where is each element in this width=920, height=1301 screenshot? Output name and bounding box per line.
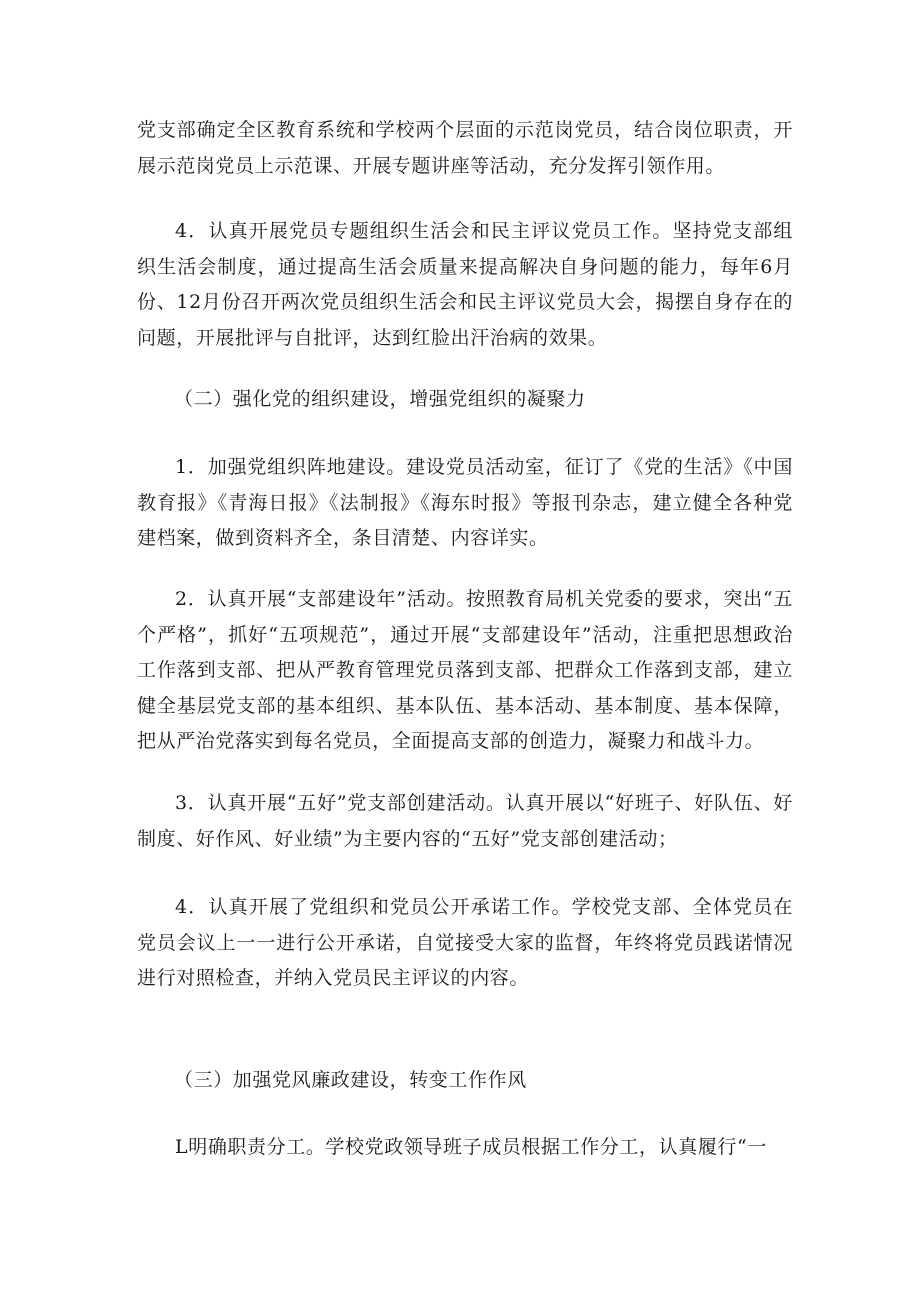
paragraph-item-3-five-good-branch: 3．认真开展“五好”党支部创建活动。认真开展以“好班子、好队伍、好制度、好作风、好业绩”为主要内容的“五好”党支部创建活动；	[137, 792, 793, 850]
section-heading-3: （三）加强党风廉政建设，转变工作作风	[174, 1069, 527, 1091]
paragraph-item-responsibility-division: L明确职责分工。学校党政领导班子成员根据工作分工，认真履行“一	[175, 1136, 767, 1158]
paragraph-item-4-organizational-life: 4．认真开展党员专题组织生活会和民主评议党员工作。坚持党支部组织生活会制度，通过提高生活会质量来提高解决自身问题的能力，每年6月份、12月份召开两次党员组织生活会和民主评议党员大会，揭摆自身存在的问题，开展批评与自批评，达到红脸出汗治病的效果。	[137, 220, 793, 349]
paragraph-continuation: 党支部确定全区教育系统和学校两个层面的示范岗党员，结合岗位职责，开展示范岗党员上示范课、开展专题讲座等活动，充分发挥引领作用。	[137, 119, 793, 177]
paragraph-item-4-public-commitment: 4．认真开展了党组织和党员公开承诺工作。学校党支部、全体党员在党员会议上一一进行公开承诺，自觉接受大家的监督，年终将党员践诺情况进行对照检查，并纳入党员民主评议的内容。	[137, 896, 793, 989]
section-heading-2: （二）强化党的组织建设，增强党组织的凝聚力	[174, 388, 586, 410]
paragraph-item-2-branch-building-year: 2．认真开展“支部建设年”活动。按照教育局机关党委的要求，突出“五个严格”，抓好“五项规范”，通过开展“支部建设年”活动，注重把思想政治工作落到支部、把从严教育管理党员落到支部、把群众工作落到支部，建立健全基层党支部的基本组织、基本队伍、基本活动、基本制度、基本保障，把从严治党落实到每名党员，全面提高支部的创造力，凝聚力和战斗力。	[137, 588, 793, 752]
paragraph-item-1-position-building: 1．加强党组织阵地建设。建设党员活动室，征订了《党的生活》《中国教育报》《青海日报》《法制报》《海东时报》等报刊杂志，建立健全各种党建档案，做到资料齐全，条目清楚、内容详实。	[137, 456, 793, 549]
